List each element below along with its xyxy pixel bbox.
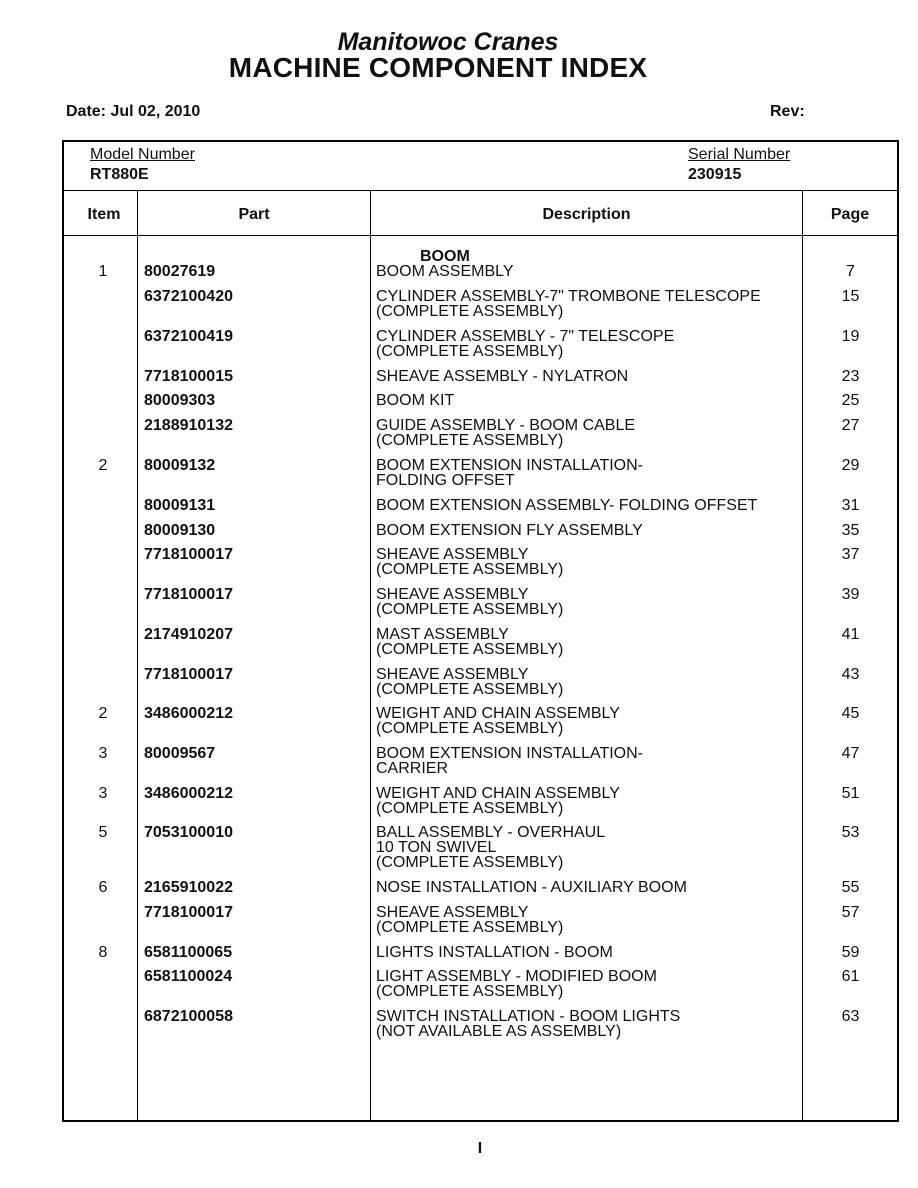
description-cell: BOOM EXTENSION FLY ASSEMBLY bbox=[376, 522, 643, 539]
column-header-page: Page bbox=[830, 206, 870, 223]
part-number-cell: 6581100024 bbox=[144, 968, 233, 985]
part-number-cell: 2174910207 bbox=[144, 626, 233, 643]
part-number-cell: 7053100010 bbox=[144, 824, 233, 841]
page-cell: 19 bbox=[841, 328, 860, 345]
page-cell: 47 bbox=[841, 745, 860, 762]
part-number-cell: 80009130 bbox=[144, 522, 216, 539]
part-number-cell: 6581100065 bbox=[144, 944, 233, 961]
part-number-cell: 3486000212 bbox=[144, 785, 233, 802]
description-cell: LIGHT ASSEMBLY - MODIFIED BOOM (COMPLETE ASSEMBLY) bbox=[376, 968, 657, 1000]
description-cell: BOOM EXTENSION ASSEMBLY- FOLDING OFFSET bbox=[376, 497, 758, 514]
model-number-label: Model Number bbox=[90, 146, 195, 163]
part-number-cell: 7718100017 bbox=[144, 904, 233, 921]
part-number-cell: 2165910022 bbox=[144, 879, 233, 896]
divider bbox=[64, 190, 897, 191]
page-cell: 55 bbox=[841, 879, 860, 896]
page-cell: 63 bbox=[841, 1008, 860, 1025]
page-cell: 35 bbox=[841, 522, 860, 539]
page-cell: 25 bbox=[841, 392, 860, 409]
part-number-cell: 80009303 bbox=[144, 392, 216, 409]
part-number-cell: 80009567 bbox=[144, 745, 216, 762]
page-cell: 31 bbox=[841, 497, 860, 514]
column-header-item: Item bbox=[87, 206, 121, 223]
description-cell: LIGHTS INSTALLATION - BOOM bbox=[376, 944, 613, 961]
page-cell: 23 bbox=[841, 368, 860, 385]
page-cell: 45 bbox=[841, 705, 860, 722]
page-cell: 29 bbox=[841, 457, 860, 474]
page-cell: 51 bbox=[841, 785, 860, 802]
column-divider bbox=[802, 190, 803, 1120]
description-cell: SWITCH INSTALLATION - BOOM LIGHTS (NOT AVAILABLE AS ASSEMBLY) bbox=[376, 1008, 681, 1040]
part-number-cell: 3486000212 bbox=[144, 705, 233, 722]
page-cell: 7 bbox=[846, 263, 855, 280]
part-number-cell: 6372100419 bbox=[144, 328, 233, 345]
page-cell: 53 bbox=[841, 824, 860, 841]
column-divider bbox=[137, 190, 138, 1120]
page-cell: 43 bbox=[841, 666, 860, 683]
part-number-cell: 7718100017 bbox=[144, 546, 233, 563]
description-cell: MAST ASSEMBLY (COMPLETE ASSEMBLY) bbox=[376, 626, 564, 658]
item-cell: 1 bbox=[98, 263, 108, 280]
serial-number-label: Serial Number bbox=[688, 146, 791, 163]
item-cell: 5 bbox=[98, 824, 108, 841]
date-label: Date: Jul 02, 2010 bbox=[66, 103, 201, 120]
page-cell: 59 bbox=[841, 944, 860, 961]
description-cell: BOOM EXTENSION INSTALLATION- FOLDING OFFSET bbox=[376, 457, 643, 489]
description-cell: SHEAVE ASSEMBLY - NYLATRON bbox=[376, 368, 629, 385]
page-cell: 41 bbox=[841, 626, 860, 643]
part-number-cell: 6372100420 bbox=[144, 288, 233, 305]
part-number-cell: 7718100015 bbox=[144, 368, 233, 385]
company-name: Manitowoc Cranes bbox=[337, 28, 559, 56]
part-number-cell: 7718100017 bbox=[144, 666, 233, 683]
description-cell: WEIGHT AND CHAIN ASSEMBLY (COMPLETE ASSEMBLY) bbox=[376, 785, 620, 817]
description-cell: CYLINDER ASSEMBLY-7" TROMBONE TELESCOPE (COMPLETE ASSEMBLY) bbox=[376, 288, 761, 320]
column-header-part: Part bbox=[238, 206, 270, 223]
part-number-cell: 80009132 bbox=[144, 457, 216, 474]
model-number-value: RT880E bbox=[90, 166, 149, 183]
item-cell: 3 bbox=[98, 745, 108, 762]
page-cell: 37 bbox=[841, 546, 860, 563]
page-cell: 27 bbox=[841, 417, 860, 434]
item-cell: 6 bbox=[98, 879, 108, 896]
column-header-description: Description bbox=[542, 206, 631, 223]
item-cell: 2 bbox=[98, 705, 108, 722]
divider bbox=[64, 235, 897, 236]
part-number-cell: 2188910132 bbox=[144, 417, 233, 434]
part-number-cell: 80027619 bbox=[144, 263, 216, 280]
description-cell: BOOM ASSEMBLY bbox=[376, 263, 514, 280]
serial-number-value: 230915 bbox=[688, 166, 742, 183]
description-cell: SHEAVE ASSEMBLY (COMPLETE ASSEMBLY) bbox=[376, 904, 564, 936]
description-cell: CYLINDER ASSEMBLY - 7" TELESCOPE (COMPLETE ASSEMBLY) bbox=[376, 328, 675, 360]
item-cell: 3 bbox=[98, 785, 108, 802]
description-cell: NOSE INSTALLATION - AUXILIARY BOOM bbox=[376, 879, 687, 896]
component-index-table bbox=[62, 140, 899, 1122]
description-cell: SHEAVE ASSEMBLY (COMPLETE ASSEMBLY) bbox=[376, 546, 564, 578]
page-cell: 61 bbox=[841, 968, 860, 985]
page-number: I bbox=[477, 1140, 483, 1157]
description-cell: BALL ASSEMBLY - OVERHAUL 10 TON SWIVEL (COMPLETE ASSEMBLY) bbox=[376, 824, 606, 871]
description-cell: BOOM KIT bbox=[376, 392, 455, 409]
page-cell: 15 bbox=[841, 288, 860, 305]
document-title: MACHINE COMPONENT INDEX bbox=[228, 52, 648, 83]
item-cell: 8 bbox=[98, 944, 108, 961]
page-cell: 39 bbox=[841, 586, 860, 603]
item-cell: 2 bbox=[98, 457, 108, 474]
section-title: BOOM bbox=[420, 248, 470, 265]
rev-label: Rev: bbox=[770, 103, 805, 120]
description-cell: BOOM EXTENSION INSTALLATION- CARRIER bbox=[376, 745, 643, 777]
part-number-cell: 6872100058 bbox=[144, 1008, 233, 1025]
description-cell: SHEAVE ASSEMBLY (COMPLETE ASSEMBLY) bbox=[376, 586, 564, 618]
page-cell: 57 bbox=[841, 904, 860, 921]
column-divider bbox=[370, 190, 371, 1120]
part-number-cell: 7718100017 bbox=[144, 586, 233, 603]
description-cell: SHEAVE ASSEMBLY (COMPLETE ASSEMBLY) bbox=[376, 666, 564, 698]
part-number-cell: 80009131 bbox=[144, 497, 216, 514]
description-cell: WEIGHT AND CHAIN ASSEMBLY (COMPLETE ASSEMBLY) bbox=[376, 705, 620, 737]
description-cell: GUIDE ASSEMBLY - BOOM CABLE (COMPLETE ASSEMBLY) bbox=[376, 417, 636, 449]
